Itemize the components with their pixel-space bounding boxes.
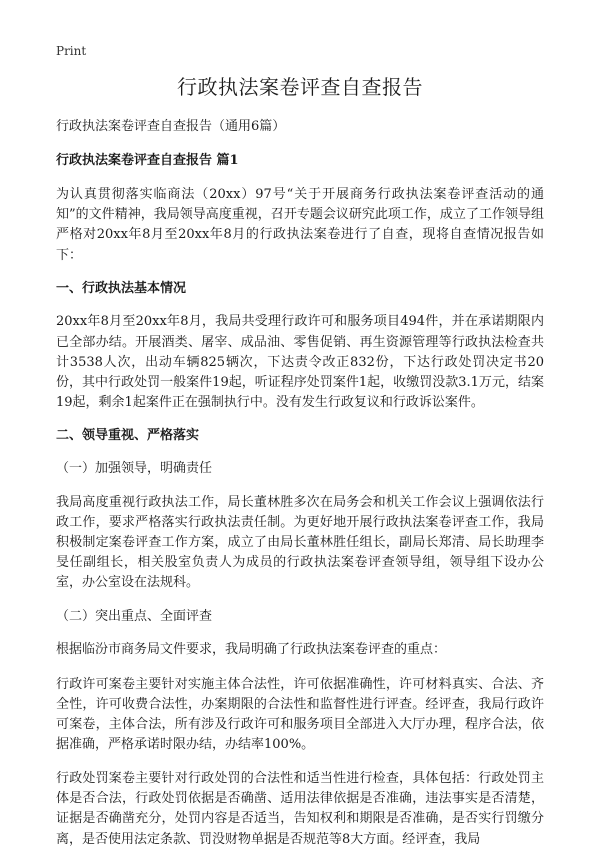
document-subtitle: 行政执法案卷评查自查报告（通用6篇）	[56, 119, 286, 135]
document-title: 行政执法案卷评查自查报告	[177, 75, 423, 100]
subsection-paragraph-1: 我局高度重视行政执法工作，局长董林胜多次在局务会和机关工作会议上强调依法行政工作，要求严格落实行政执法责任制。为更好地开展行政执法案卷评查工作，我局积极制定案卷评查工作方案，成立了由局长董林胜任组长，副局长郑清、局长助理李旻任副组长，相关股室负责人为成员的行政执法案卷评查领导组，领导组下设办公室，办公室设在法规科。	[56, 494, 544, 591]
subsection-paragraph-2a: 根据临汾市商务局文件要求，我局明确了行政执法案卷评查的重点：	[56, 642, 447, 658]
section-heading-2: 二、领导重视、严格落实	[56, 428, 200, 444]
subsection-paragraph-2c: 行政处罚案卷主要针对行政处罚的合法性和适当性进行检查，具体包括：行政处罚主体是否合法，行政处罚依据是否确凿、适用法律依据是否准确，违法事实是否清楚，证据是否确凿充分，处罚内容是否适当，告知权利和期限是否准确，是否实行罚缴分离，是否使用法定条款、罚没财物单据是否规范等8大方面。经评查，我局	[56, 771, 544, 847]
intro-paragraph: 为认真贯彻落实临商法（20xx）97号“关于开展商务行政执法案卷评查活动的通知”的文件精神，我局领导高度重视，召开专题会议研究此项工作，成立了工作领导组严格对20xx年8月至20xx年8月的行政执法案卷进行了自查，现将自查情况报告如下：	[56, 187, 544, 263]
print-label: Print	[56, 44, 87, 58]
subsection-paragraph-2b: 行政许可案卷主要针对实施主体合法性，许可依据准确性，许可材料真实、合法、齐全性，许可收费合法性，办案期限的合法性和监督性进行评查。经评查，我局行政许可案卷，主体合法，所有涉及行政许可和服务项目全部进入大厅办理，程序合法，依据准确，严格承诺时限办结，办结率100%。	[56, 676, 544, 752]
subsection-heading-2: （二）突出重点、全面评查	[56, 608, 213, 624]
section-paragraph-1: 20xx年8月至20xx年8月，我局共受理行政许可和服务项目494件，并在承诺期限内已全部办结。开展酒类、屠宰、成品油、零售促销、再生资源管理等行政执法检查共计3538人次，出动车辆825辆次，下达责令改正832份，下达行政处罚决定书20份，其中行政处罚一般案件19起，听证程序处罚案件1起，收缴罚没款3.1万元，结案19起，剩余1起案件正在强制执行中。没有发生行政复议和行政诉讼案件。	[56, 314, 544, 411]
part-heading: 行政执法案卷评查自查报告 篇1	[56, 153, 239, 169]
section-heading-1: 一、行政执法基本情况	[56, 280, 187, 296]
subsection-heading-1: （一）加强领导，明确责任	[56, 461, 213, 477]
